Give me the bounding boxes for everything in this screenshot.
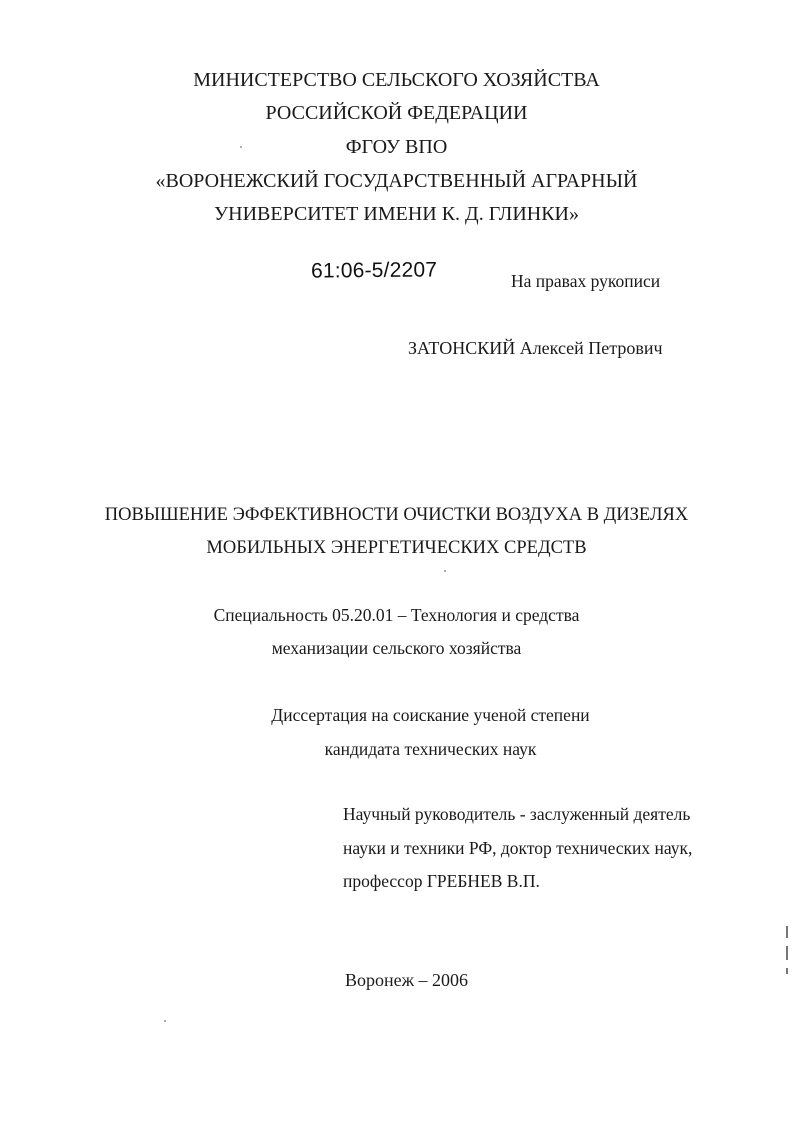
scan-speck — [444, 570, 446, 572]
header-line-ministry: МИНИСТЕРСТВО СЕЛЬСКОГО ХОЗЯЙСТВА — [193, 69, 600, 91]
scan-speck — [164, 1020, 166, 1022]
advisor-line-3: профессор ГРЕБНЕВ В.П. — [343, 871, 540, 891]
header-line-university-dedication: УНИВЕРСИТЕТ ИМЕНИ К. Д. ГЛИНКИ» — [213, 203, 579, 225]
city-year: Воронеж – 2006 — [344, 970, 469, 990]
scan-edge-mark — [786, 946, 788, 960]
title-line-1: ПОВЫШЕНИЕ ЭФФЕКТИВНОСТИ ОЧИСТКИ ВОЗДУХА В ДИЗЕЛЯХ — [104, 505, 689, 525]
specialty-line-1: Специальность 05.20.01 – Технология и средства — [213, 605, 580, 625]
degree-line-1: Диссертация на соискание ученой степени — [271, 705, 590, 725]
degree-line-2: кандидата технических наук — [324, 739, 537, 759]
title-line-2: МОБИЛЬНЫХ ЭНЕРГЕТИЧЕСКИХ СРЕДСТВ — [206, 538, 587, 558]
header-line-university-name: «ВОРОНЕЖСКИЙ ГОСУДАРСТВЕННЫЙ АГРАРНЫЙ — [155, 170, 638, 192]
header-line-federation: РОССИЙСКОЙ ФЕДЕРАЦИИ — [265, 102, 528, 124]
advisor-line-1: Научный руководитель - заслуженный деятель — [343, 804, 691, 824]
scan-speck — [240, 146, 242, 148]
author-name: ЗАТОНСКИЙ Алексей Петрович — [408, 338, 663, 358]
manuscript-rights-note: На правах рукописи — [511, 271, 661, 291]
scan-edge-mark — [786, 926, 788, 938]
specialty-line-2: механизации сельского хозяйства — [271, 638, 522, 658]
scan-edge-mark — [786, 968, 788, 974]
header-line-fgou: ФГОУ ВПО — [345, 136, 448, 158]
advisor-line-2: науки и техники РФ, доктор технических наук, — [343, 838, 693, 858]
library-stamp-code: 61:06-5/2207 — [310, 258, 438, 283]
